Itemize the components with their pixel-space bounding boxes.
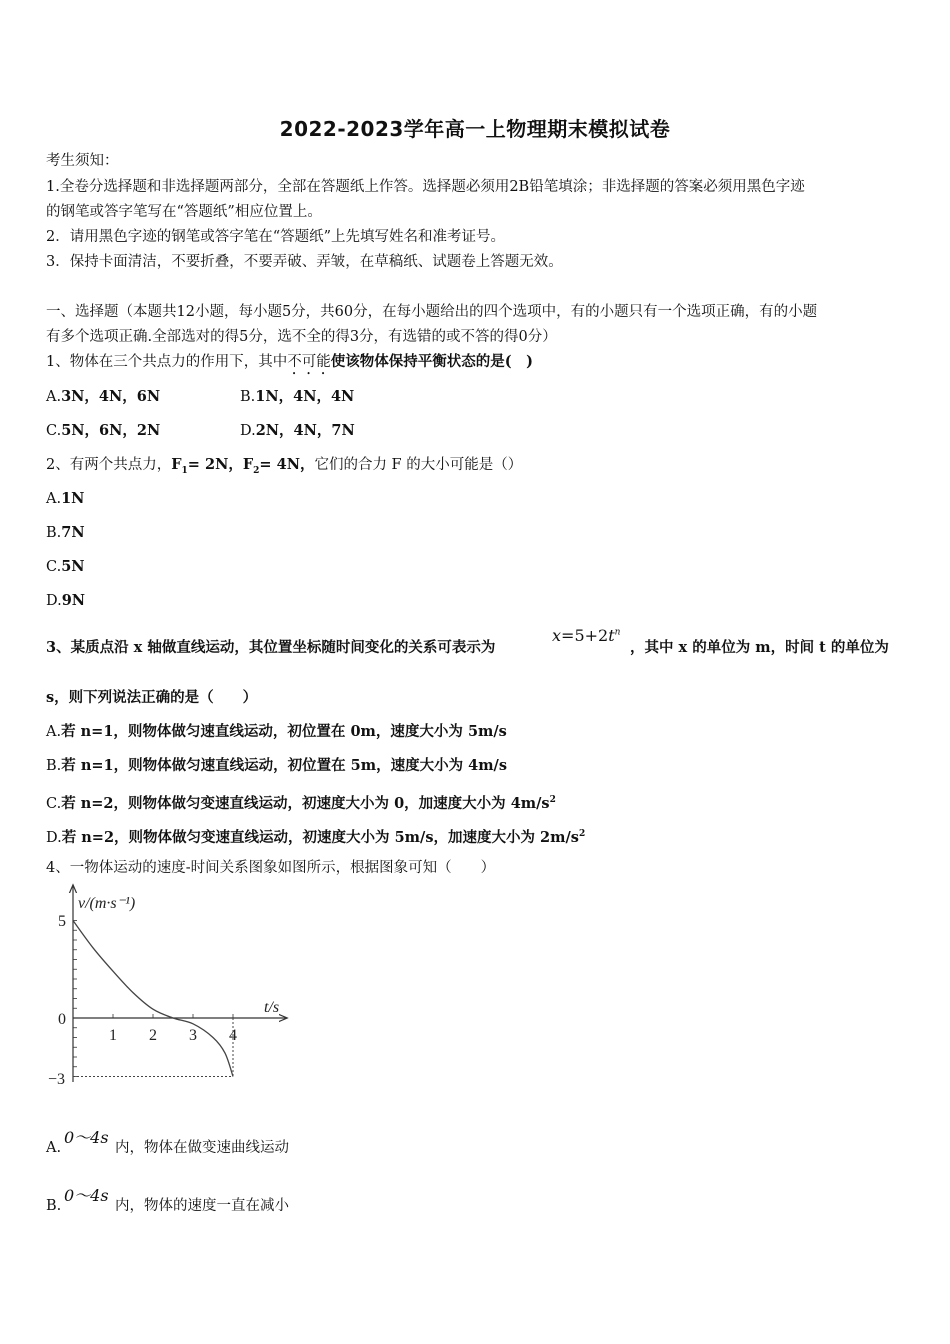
time-range-b: 0～4s: [64, 1186, 109, 1205]
option-text: 若 n=2，则物体做匀变速直线运动，初速度大小为 5m/s，加速度大小为 2m/s: [61, 828, 579, 846]
option-label: A.: [46, 1140, 62, 1156]
x-axis-label: t/s: [264, 999, 280, 1016]
force-value: = 2N，: [187, 456, 243, 473]
question-4-stem-text: 4、一物体运动的速度-时间关系图象如图所示，根据图象可知（ ）: [46, 860, 496, 876]
option-text: 若 n=1，则物体做匀速直线运动，初位置在 5m，速度大小为 4m/s: [61, 757, 508, 774]
question-1-stem: [46, 352, 533, 378]
option-label: A.: [46, 491, 62, 507]
y-tick-label-5: 5: [58, 913, 66, 930]
question-2-option-a[interactable]: [46, 489, 84, 509]
x-tick-label: 2: [149, 1027, 157, 1044]
question-2-option-c[interactable]: [46, 557, 85, 577]
question-3-option-d[interactable]: [46, 824, 585, 848]
question-1-stem-part: 使该物体保持平衡状态的是( ): [330, 353, 533, 370]
time-range-a: 0～4s: [64, 1128, 109, 1147]
question-1-option-a[interactable]: [46, 387, 160, 407]
position-formula: [552, 626, 620, 645]
question-3-stem-part: ，其中 x 的单位为 m，时间 t 的单位为: [630, 639, 889, 656]
option-text: 若 n=1，则物体做匀速直线运动，初位置在 0m，速度大小为 5m/s: [61, 723, 507, 740]
y-axis-label: v/(m·s⁻¹): [78, 895, 136, 912]
notice-item-1-cont: 的钢笔或答字笔写在“答题纸”相应位置上。: [46, 204, 322, 220]
force-symbol: F: [242, 456, 254, 473]
option-text: 1N，4N，4N: [255, 388, 355, 405]
question-4-option-a[interactable]: [46, 1138, 61, 1158]
option-label: D.: [46, 593, 62, 609]
question-1-emphasis: 不可能: [287, 354, 331, 370]
option-label: B.: [46, 525, 62, 541]
option-label: A.: [46, 724, 62, 740]
y-tick-label-neg3: −3: [48, 1071, 66, 1087]
option-text: 7N: [61, 524, 85, 541]
force-symbol: F: [171, 456, 182, 473]
question-2-stem-part: 它们的合力 F 的大小可能是（）: [314, 457, 523, 473]
y-tick-label-0: 0: [58, 1011, 66, 1028]
option-text: 9N: [61, 592, 86, 609]
question-3-option-a[interactable]: [46, 722, 507, 742]
notice-item-2: 2．请用黑色字迹的钢笔或答字笔在“答题纸”上先填写姓名和准考证号。: [46, 229, 506, 245]
question-4-option-a-text: 内，物体在做变速曲线运动: [115, 1140, 289, 1156]
option-text: 1N: [61, 490, 85, 507]
page-title: 2022-2023学年高一上物理期末模拟试卷: [279, 117, 671, 141]
question-2-stem-part: 2、有两个共点力，: [46, 457, 172, 473]
option-label: B.: [46, 758, 62, 774]
option-text: 2N，4N，7N: [255, 422, 355, 439]
formula-exponent: n: [614, 627, 621, 638]
question-3-stem-cont: [630, 638, 889, 658]
option-label: B.: [46, 1198, 62, 1214]
x-tick-label: 1: [109, 1027, 117, 1044]
option-text: 若 n=2，则物体做匀变速直线运动，初速度大小为 0，加速度大小为 4m/s: [61, 794, 550, 812]
axis-ticks: [73, 921, 233, 1077]
question-1-option-d[interactable]: [240, 421, 355, 441]
notice-item-3: 3．保持卡面清洁，不要折叠，不要弄破、弄皱，在草稿纸、试题卷上答题无效。: [46, 254, 563, 270]
option-label: C.: [46, 423, 62, 439]
question-3-option-b[interactable]: [46, 756, 507, 776]
question-1-option-c[interactable]: [46, 421, 160, 441]
question-2-option-b[interactable]: [46, 523, 85, 543]
velocity-time-chart: [46, 882, 296, 1087]
section-heading-line1: 一、选择题（本题共12小题，每小题5分，共60分，在每小题给出的四个选项中，有的小题只有一个选项正确，有的小题: [46, 304, 818, 320]
option-label: A.: [46, 389, 62, 405]
force-subscript: 1: [181, 465, 188, 476]
force-subscript: 2: [253, 465, 260, 476]
notice-heading: 考生须知：: [46, 153, 119, 169]
notice-item-1: 1.全卷分选择题和非选择题两部分，全部在答题纸上作答。选择题必须用2B铅笔填涂；非选择题的答案必须用黑色字迹: [46, 179, 805, 195]
formula-var: t: [608, 626, 615, 645]
question-4-option-b[interactable]: [46, 1196, 61, 1216]
option-label: C.: [46, 795, 62, 812]
option-label: C.: [46, 559, 62, 575]
unit-exponent: 2: [549, 795, 556, 805]
option-text: 3N，4N，6N: [61, 388, 161, 405]
question-4-option-b-text: 内，物体的速度一直在减小: [115, 1198, 289, 1214]
question-2-stem: [46, 455, 522, 481]
question-1-option-b[interactable]: [240, 387, 354, 407]
question-3-stem-part: s，则下列说法正确的是（ ）: [46, 689, 258, 706]
x-tick-label: 4: [229, 1027, 237, 1044]
option-label: D.: [240, 423, 256, 439]
question-3-option-c[interactable]: [46, 790, 556, 814]
option-label: D.: [46, 829, 62, 846]
question-3-stem-part: 3、某质点沿 x 轴做直线运动，其位置坐标随时间变化的关系可表示为: [46, 639, 496, 656]
question-1-stem-part: 1、物体在三个共点力的作用下，其中: [46, 354, 288, 370]
option-label: B.: [240, 389, 256, 405]
question-3-stem-end: [46, 688, 257, 708]
formula-rhs: =5+2: [561, 626, 609, 645]
question-3-stem: [46, 638, 495, 658]
question-2-option-d[interactable]: [46, 591, 85, 611]
velocity-curve: [73, 921, 233, 1077]
section-heading-line2: 有多个选项正确.全部选对的得5分，选不全的得3分，有选错的或不答的得0分）: [46, 329, 557, 345]
option-text: 5N: [61, 558, 85, 575]
unit-exponent: 2: [578, 829, 586, 839]
x-tick-label: 3: [189, 1027, 197, 1044]
formula-var: x: [552, 626, 562, 645]
option-text: 5N，6N，2N: [61, 422, 161, 439]
question-4-stem: [46, 858, 495, 878]
force-value: = 4N，: [259, 456, 315, 473]
